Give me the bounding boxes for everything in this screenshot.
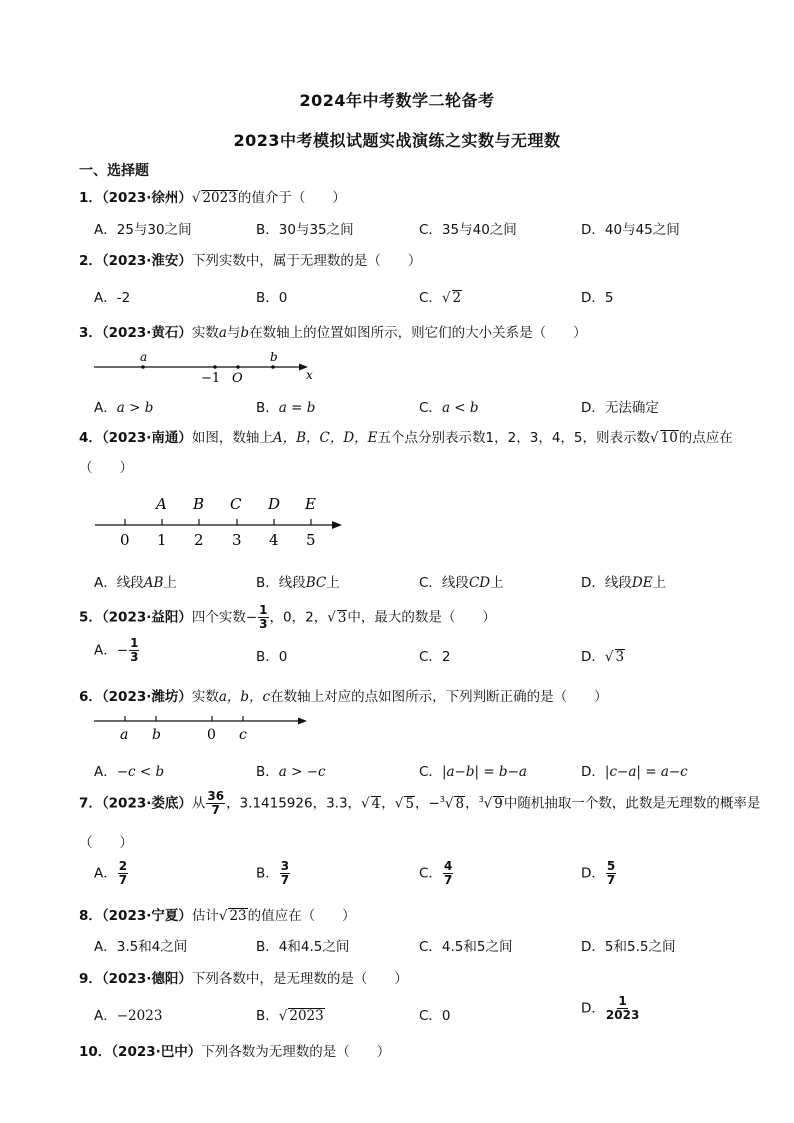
option-c[interactable]: C．线段CD上	[419, 575, 504, 591]
question-text: 的值介于（ ）	[237, 190, 346, 206]
label-E: E	[305, 495, 316, 513]
label-x: x	[306, 368, 313, 382]
tick-label-5: 5	[306, 531, 316, 549]
question-text: 下列实数中，属于无理数的是（ ）	[191, 253, 422, 269]
question-source: （2023·徐州）	[101, 190, 192, 206]
option-a[interactable]: A．−c < b	[94, 764, 165, 780]
question-number: 6．	[79, 689, 102, 705]
options-8	[94, 935, 734, 957]
question-number: 8．	[79, 908, 102, 924]
question-source: （2023·娄底）	[101, 795, 192, 812]
option-c[interactable]: C．35与40之间	[419, 222, 517, 238]
question-source: （2023·黄石）	[101, 325, 192, 341]
label-a: a	[120, 727, 129, 743]
question-number: 4．	[79, 430, 102, 446]
option-a[interactable]: A．a > b	[94, 400, 154, 416]
question-3: 3．（2023·黄石）实数a与b在数轴上的位置如图所示，则它们的大小关系是（ ）	[79, 325, 587, 341]
label-B: B	[193, 495, 205, 513]
question-8: 8．（2023·宁夏）估计√ 23的值应在（ ）	[79, 908, 356, 924]
option-c[interactable]: C．√ 2	[419, 290, 462, 306]
options-2	[94, 286, 734, 308]
option-a[interactable]: A．25与30之间	[94, 222, 192, 238]
label-A: A	[156, 495, 167, 513]
options-9	[94, 994, 734, 1026]
question-number: 2．	[79, 253, 102, 269]
options-7	[94, 859, 734, 887]
option-b[interactable]: B．√ 2023	[256, 1008, 324, 1024]
tick-label-4: 4	[269, 531, 279, 549]
option-b[interactable]: B．0	[256, 649, 288, 665]
options-6	[94, 760, 734, 782]
option-c[interactable]: C．2	[419, 649, 451, 665]
point-b	[271, 365, 275, 369]
option-a[interactable]: A．− $\frac{1}{3}$	[94, 636, 139, 664]
label-C: C	[230, 495, 242, 513]
question-number: 7．	[79, 795, 102, 812]
tick-label-3: 3	[232, 531, 242, 549]
label-zero: 0	[207, 727, 216, 743]
label-D: D	[268, 495, 281, 513]
label-b: b	[270, 350, 278, 364]
question-number: 5．	[79, 609, 102, 626]
option-d[interactable]: D． $\frac{5}{7}$	[581, 859, 616, 887]
question-7: 7．（2023·娄底）从 $\frac{36}{7}$ ，3.1415926，3.3，√ 4，√ 5，−$^3$√ 8，$^3$√ 9中随机抽取一个数，此数是无理数的概率是	[79, 789, 761, 817]
label-a: a	[140, 350, 148, 364]
option-d[interactable]: D． $\frac{1}{2023}$	[581, 994, 640, 1022]
label-neg1: −1	[201, 371, 221, 386]
title-line-1: 2024年中考数学二轮备考	[299, 91, 495, 110]
option-c[interactable]: C．a < b	[419, 400, 479, 416]
title-line-2: 2023中考模拟试题实战演练之实数与无理数	[233, 131, 561, 150]
options-3	[94, 396, 734, 418]
options-1	[94, 218, 734, 240]
tick-label-1: 1	[157, 531, 167, 549]
question-10: 10．（2023·巴中）下列各数为无理数的是（ ）	[79, 1044, 391, 1060]
option-d[interactable]: D．40与45之间	[581, 222, 680, 238]
question-5: 5．（2023·益阳）四个实数− $\frac{1}{3}$ ，0，2，√ 3中，最大的数是（ ）	[79, 603, 496, 631]
point-origin	[236, 365, 240, 369]
label-origin: O	[232, 371, 243, 386]
question-9: 9．（2023·德阳）下列各数中，是无理数的是（ ）	[79, 971, 408, 987]
option-c[interactable]: C．|a−b| = b−a	[419, 764, 527, 780]
question-source: （2023·潍坊）	[101, 689, 192, 705]
question-source: （2023·德阳）	[101, 971, 192, 987]
tick-label-2: 2	[194, 531, 204, 549]
option-d[interactable]: D．5和5.5之间	[581, 939, 676, 955]
question-2	[79, 249, 421, 269]
question-number: 1．	[79, 190, 102, 206]
option-d[interactable]: D．无法确定	[581, 400, 659, 416]
sqrt-radicand: 2023	[202, 190, 237, 206]
options-5	[94, 636, 734, 667]
question-source: （2023·巴中）	[111, 1044, 202, 1060]
question-source: （2023·宁夏）	[101, 908, 192, 924]
option-d[interactable]: D．√ 3	[581, 649, 625, 665]
option-a[interactable]: A． $\frac{2}{7}$	[94, 859, 128, 887]
section-heading: 一、选择题	[79, 163, 149, 179]
option-b[interactable]: B．30与35之间	[256, 222, 354, 238]
point-neg1	[213, 365, 217, 369]
option-c[interactable]: C．0	[419, 1008, 451, 1024]
label-c: c	[239, 727, 247, 743]
number-line-q3	[90, 347, 330, 387]
option-c[interactable]: C．4.5和5之间	[419, 939, 513, 955]
question-number: 9．	[79, 971, 102, 987]
option-d[interactable]: D．|c−a| = a−c	[581, 764, 688, 780]
question-1: 1．（2023·徐州）√ 2023的值介于（ ）	[79, 190, 346, 206]
question-7-continuation: （ ）	[79, 835, 133, 851]
question-6: 6．（2023·潍坊）实数a，b，c在数轴上对应的点如图所示，下列判断正确的是（ ）	[79, 689, 608, 705]
point-a	[141, 365, 145, 369]
option-b[interactable]: B．a = b	[256, 400, 316, 416]
option-b[interactable]: B． $\frac{3}{7}$	[256, 859, 290, 887]
option-a[interactable]: A．3.5和4之间	[94, 939, 188, 955]
question-number: 3．	[79, 325, 102, 341]
number-line-q4	[90, 490, 350, 550]
tick-label-0: 0	[120, 531, 130, 549]
option-d[interactable]: D．5	[581, 290, 614, 306]
option-b[interactable]: B．线段BC上	[256, 575, 340, 591]
number-line-q6	[90, 710, 320, 746]
question-source: （2023·益阳）	[101, 609, 192, 626]
question-number: 10．	[79, 1044, 112, 1060]
label-b: b	[152, 727, 161, 743]
option-b[interactable]: B．0	[256, 290, 288, 306]
option-b[interactable]: B．4和4.5之间	[256, 939, 350, 955]
option-a[interactable]: A．-2	[94, 290, 131, 306]
option-d[interactable]: D．线段DE上	[581, 575, 667, 591]
option-a[interactable]: A．线段AB上	[94, 575, 177, 591]
question-4-continuation: （ ）	[79, 460, 133, 476]
question-4: 4．（2023·南通）如图，数轴上A，B，C，D，E五个点分别表示数1，2，3，4，5，则表示数√ 10的点应在	[79, 430, 733, 446]
option-c[interactable]: C． $\frac{4}{7}$	[419, 859, 453, 887]
option-b[interactable]: B．a > −c	[256, 764, 326, 780]
option-a[interactable]: A．−2023	[94, 1008, 163, 1024]
question-source: （2023·南通）	[101, 430, 192, 446]
question-source: （2023·淮安）	[101, 253, 192, 269]
options-4	[94, 571, 734, 593]
